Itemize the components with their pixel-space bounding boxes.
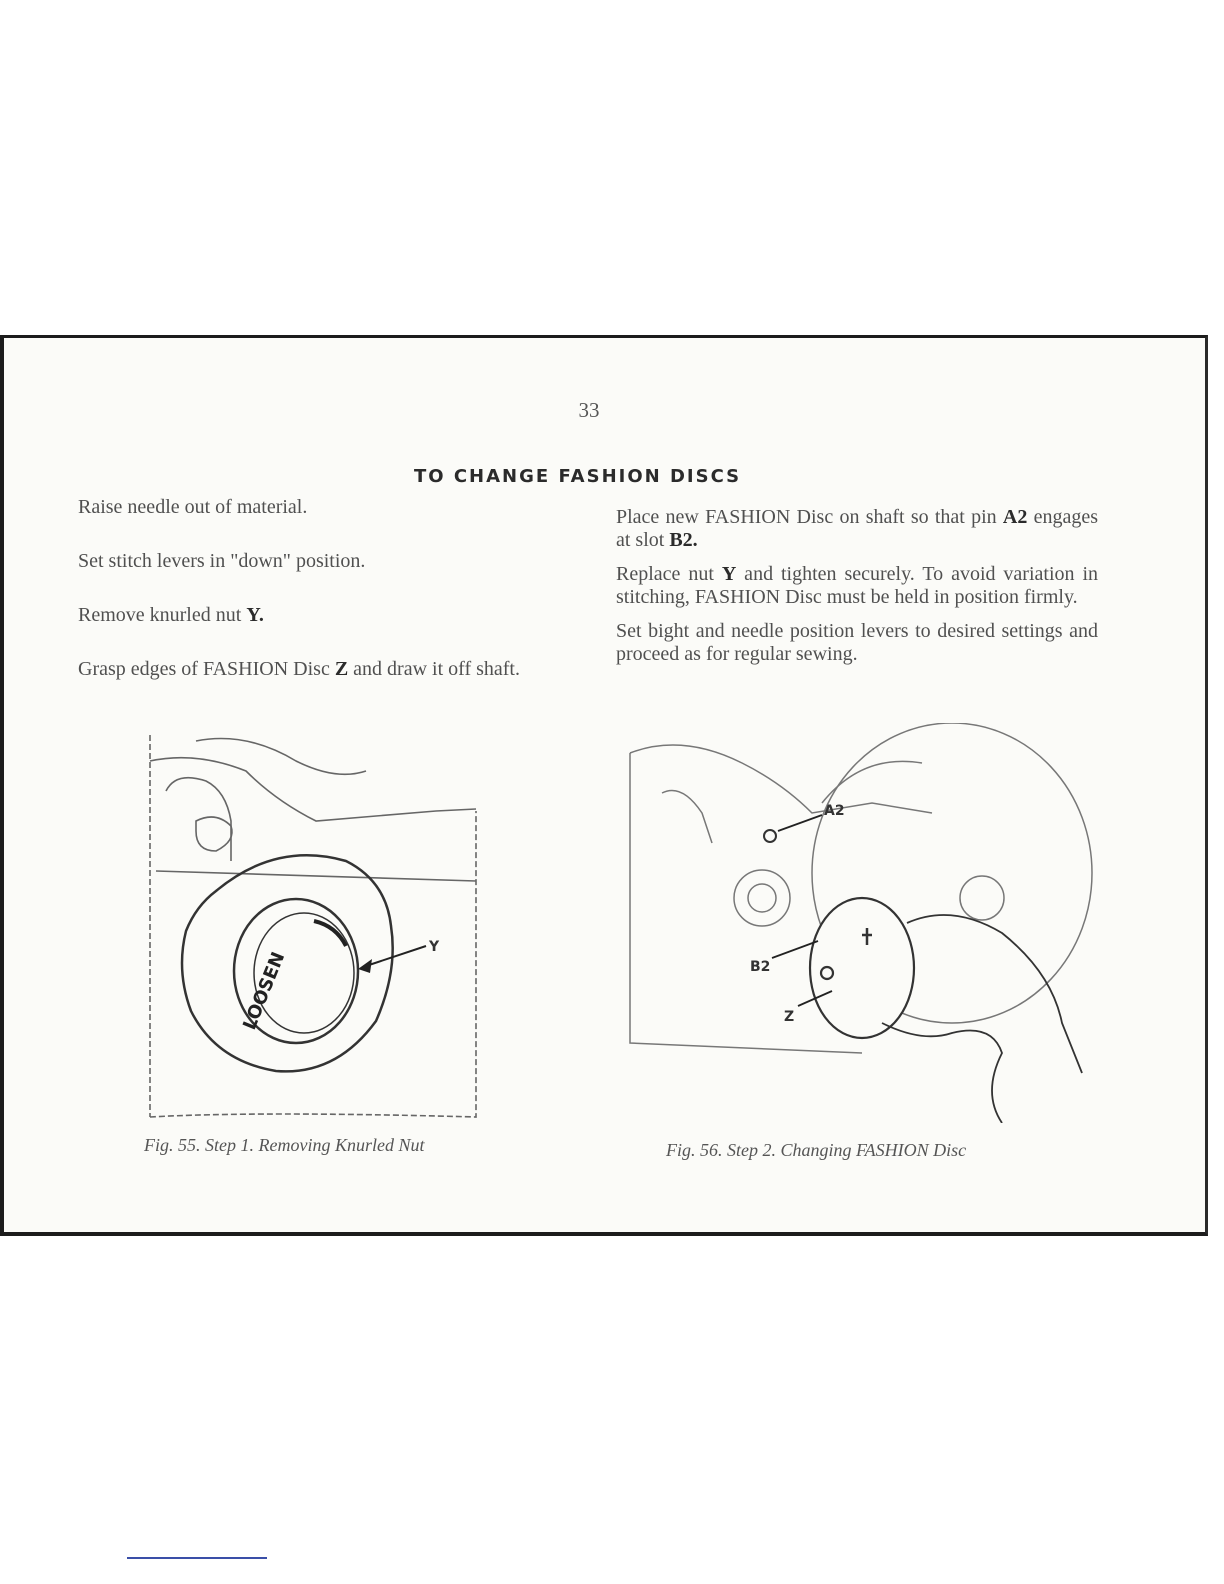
instruction-set-levers: Set stitch levers in "down" position. xyxy=(78,550,366,572)
instruction-raise-needle: Raise needle out of material. xyxy=(78,496,308,518)
pin-a2-marker xyxy=(764,830,776,842)
instruction-replace-nut: Replace nut Y and tighten securely. To avoid variation in stitching, FASHION Disc must be held in position firmly. xyxy=(616,563,1098,608)
knurled-nut-drawing xyxy=(182,855,393,1071)
fashion-disc-drawing xyxy=(810,898,914,1038)
right-instructions xyxy=(616,506,1098,677)
page-number: 33 xyxy=(578,398,600,422)
instruction-remove-nut: Remove knurled nut Y. xyxy=(78,604,264,626)
callout-z: Z xyxy=(784,1009,795,1025)
figure-56-illustration xyxy=(622,723,1102,1123)
loosen-label: LOOSEN xyxy=(239,949,290,1033)
instruction-grasp-disc: Grasp edges of FASHION Disc Z and draw it off shaft. xyxy=(78,658,520,680)
manual-page xyxy=(0,335,1208,1236)
blue-underline-mark xyxy=(127,1557,267,1559)
figure-55-caption: Fig. 55. Step 1. Removing Knurled Nut xyxy=(144,1135,425,1155)
figure-56-caption: Fig. 56. Step 2. Changing FASHION Disc xyxy=(666,1140,967,1160)
callout-arrow-y xyxy=(366,946,426,966)
section-title: TO CHANGE FASHION DISCS xyxy=(414,466,742,487)
callout-a2: A2 xyxy=(824,803,845,819)
left-instructions xyxy=(78,496,558,712)
callout-y: Y xyxy=(429,939,440,955)
instruction-set-bight: Set bight and needle position levers to desired settings and proceed as for regular sewing. xyxy=(616,620,1098,665)
callout-b2: B2 xyxy=(750,959,771,975)
instruction-place-disc: Place new FASHION Disc on shaft so that pin A2 engages at slot B2. xyxy=(616,506,1098,551)
figure-55-illustration xyxy=(136,731,486,1127)
